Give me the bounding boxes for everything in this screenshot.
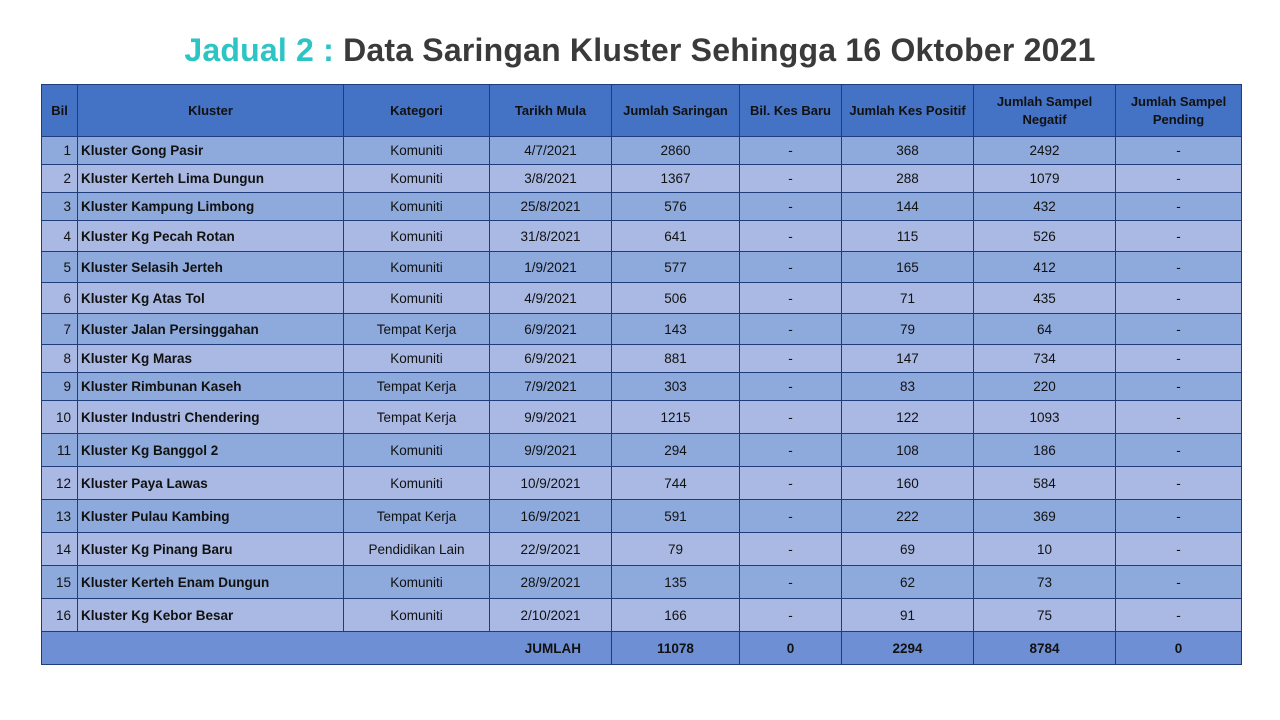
table-row — [42, 599, 1242, 632]
cell-bil-kes-baru: - — [740, 373, 842, 401]
cell-jumlah-sampel-negatif: 584 — [974, 467, 1116, 500]
cell-kategori: Pendidikan Lain — [344, 533, 490, 566]
cell-bil: 1 — [42, 137, 78, 165]
cell-tarikh-mula: 31/8/2021 — [490, 221, 612, 252]
cell-bil-kes-baru: - — [740, 345, 842, 373]
cell-kategori: Komuniti — [344, 221, 490, 252]
cell-jumlah-saringan: 143 — [612, 314, 740, 345]
cell-jumlah-sampel-negatif: 1079 — [974, 165, 1116, 193]
cell-tarikh-mula: 10/9/2021 — [490, 467, 612, 500]
cell-jumlah-sampel-pending: - — [1116, 373, 1242, 401]
cell-jumlah-sampel-negatif: 412 — [974, 252, 1116, 283]
cell-kluster: Kluster Rimbunan Kaseh — [78, 373, 344, 401]
cell-kluster: Kluster Gong Pasir — [78, 137, 344, 165]
cell-bil-kes-baru: - — [740, 221, 842, 252]
cell-bil-kes-baru: - — [740, 401, 842, 434]
header-jumlah-kes-positif: Jumlah Kes Positif — [842, 85, 974, 137]
cell-jumlah-saringan: 576 — [612, 193, 740, 221]
cell-jumlah-sampel-pending: - — [1116, 252, 1242, 283]
cell-jumlah-kes-positif: 69 — [842, 533, 974, 566]
cell-kluster: Kluster Kerteh Lima Dungun — [78, 165, 344, 193]
cell-tarikh-mula: 6/9/2021 — [490, 345, 612, 373]
cell-jumlah-saringan: 881 — [612, 345, 740, 373]
cell-tarikh-mula: 7/9/2021 — [490, 373, 612, 401]
cell-jumlah-kes-positif: 91 — [842, 599, 974, 632]
cell-jumlah-saringan: 303 — [612, 373, 740, 401]
cell-jumlah-sampel-negatif: 369 — [974, 500, 1116, 533]
cell-jumlah-sampel-pending: - — [1116, 221, 1242, 252]
table-row — [42, 533, 1242, 566]
cell-jumlah-sampel-negatif: 64 — [974, 314, 1116, 345]
cell-jumlah-sampel-pending: - — [1116, 137, 1242, 165]
cell-kluster: Kluster Jalan Persinggahan — [78, 314, 344, 345]
header-tarikh-mula: Tarikh Mula — [490, 85, 612, 137]
table-row — [42, 283, 1242, 314]
cell-bil-kes-baru: - — [740, 137, 842, 165]
total-label: JUMLAH — [42, 632, 612, 665]
cell-jumlah-kes-positif: 368 — [842, 137, 974, 165]
table-row — [42, 401, 1242, 434]
header-row — [42, 85, 1242, 137]
header-jumlah-sampel-negatif: Jumlah Sampel Negatif — [974, 85, 1116, 137]
cell-jumlah-saringan: 744 — [612, 467, 740, 500]
cell-bil-kes-baru: - — [740, 252, 842, 283]
cell-jumlah-sampel-pending: - — [1116, 345, 1242, 373]
cell-kluster: Kluster Pulau Kambing — [78, 500, 344, 533]
cell-jumlah-sampel-pending: - — [1116, 467, 1242, 500]
cell-tarikh-mula: 1/9/2021 — [490, 252, 612, 283]
cell-jumlah-sampel-pending: - — [1116, 599, 1242, 632]
cell-jumlah-saringan: 1215 — [612, 401, 740, 434]
cell-tarikh-mula: 6/9/2021 — [490, 314, 612, 345]
cell-tarikh-mula: 4/7/2021 — [490, 137, 612, 165]
cell-jumlah-sampel-pending: - — [1116, 434, 1242, 467]
cell-bil-kes-baru: - — [740, 193, 842, 221]
table-row — [42, 252, 1242, 283]
cell-jumlah-saringan: 294 — [612, 434, 740, 467]
cell-jumlah-kes-positif: 222 — [842, 500, 974, 533]
cell-kategori: Komuniti — [344, 566, 490, 599]
cell-jumlah-kes-positif: 165 — [842, 252, 974, 283]
page-title — [0, 32, 1280, 69]
cell-kluster: Kluster Industri Chendering — [78, 401, 344, 434]
cell-bil-kes-baru: - — [740, 434, 842, 467]
cell-kluster: Kluster Kampung Limbong — [78, 193, 344, 221]
cell-bil-kes-baru: - — [740, 566, 842, 599]
cell-bil-kes-baru: - — [740, 283, 842, 314]
cell-bil: 11 — [42, 434, 78, 467]
cell-bil: 10 — [42, 401, 78, 434]
cell-kluster: Kluster Selasih Jerteh — [78, 252, 344, 283]
cell-kategori: Komuniti — [344, 434, 490, 467]
cell-jumlah-saringan: 2860 — [612, 137, 740, 165]
cell-jumlah-saringan: 577 — [612, 252, 740, 283]
total-sampel-negatif: 8784 — [974, 632, 1116, 665]
cell-jumlah-sampel-negatif: 432 — [974, 193, 1116, 221]
cell-tarikh-mula: 4/9/2021 — [490, 283, 612, 314]
cell-jumlah-saringan: 641 — [612, 221, 740, 252]
cell-jumlah-kes-positif: 108 — [842, 434, 974, 467]
cell-kluster: Kluster Kg Pinang Baru — [78, 533, 344, 566]
cell-jumlah-kes-positif: 147 — [842, 345, 974, 373]
cell-kategori: Tempat Kerja — [344, 314, 490, 345]
header-jumlah-saringan: Jumlah Saringan — [612, 85, 740, 137]
table-row — [42, 314, 1242, 345]
cell-bil-kes-baru: - — [740, 467, 842, 500]
cell-jumlah-kes-positif: 160 — [842, 467, 974, 500]
cell-bil: 12 — [42, 467, 78, 500]
table-row — [42, 500, 1242, 533]
table-row — [42, 165, 1242, 193]
cell-kategori: Komuniti — [344, 467, 490, 500]
cell-bil-kes-baru: - — [740, 533, 842, 566]
cell-jumlah-sampel-negatif: 73 — [974, 566, 1116, 599]
cell-kluster: Kluster Kerteh Enam Dungun — [78, 566, 344, 599]
cell-tarikh-mula: 2/10/2021 — [490, 599, 612, 632]
cell-kategori: Komuniti — [344, 345, 490, 373]
cell-kategori: Tempat Kerja — [344, 401, 490, 434]
table-row — [42, 137, 1242, 165]
cell-jumlah-saringan: 591 — [612, 500, 740, 533]
cell-jumlah-saringan: 1367 — [612, 165, 740, 193]
cell-bil-kes-baru: - — [740, 165, 842, 193]
cell-bil: 4 — [42, 221, 78, 252]
header-jumlah-sampel-pending: Jumlah Sampel Pending — [1116, 85, 1242, 137]
cell-tarikh-mula: 9/9/2021 — [490, 434, 612, 467]
cell-bil: 9 — [42, 373, 78, 401]
cell-kluster: Kluster Kg Atas Tol — [78, 283, 344, 314]
header-bil: Bil — [42, 85, 78, 137]
cell-jumlah-sampel-negatif: 1093 — [974, 401, 1116, 434]
total-jumlah-saringan: 11078 — [612, 632, 740, 665]
table-row — [42, 345, 1242, 373]
cell-bil: 13 — [42, 500, 78, 533]
cell-jumlah-sampel-negatif: 186 — [974, 434, 1116, 467]
cell-bil: 16 — [42, 599, 78, 632]
cell-jumlah-sampel-pending: - — [1116, 193, 1242, 221]
cell-jumlah-sampel-pending: - — [1116, 401, 1242, 434]
cell-tarikh-mula: 3/8/2021 — [490, 165, 612, 193]
cell-kategori: Komuniti — [344, 193, 490, 221]
cell-kategori: Komuniti — [344, 252, 490, 283]
cell-jumlah-kes-positif: 71 — [842, 283, 974, 314]
cell-bil: 5 — [42, 252, 78, 283]
cell-jumlah-sampel-pending: - — [1116, 283, 1242, 314]
cell-tarikh-mula: 25/8/2021 — [490, 193, 612, 221]
total-kes-baru: 0 — [740, 632, 842, 665]
cell-jumlah-kes-positif: 122 — [842, 401, 974, 434]
cell-jumlah-saringan: 135 — [612, 566, 740, 599]
cell-kategori: Komuniti — [344, 137, 490, 165]
cell-bil: 6 — [42, 283, 78, 314]
cell-bil: 15 — [42, 566, 78, 599]
cell-jumlah-kes-positif: 144 — [842, 193, 974, 221]
cell-jumlah-sampel-pending: - — [1116, 165, 1242, 193]
table-row — [42, 221, 1242, 252]
cell-kategori: Tempat Kerja — [344, 500, 490, 533]
total-sampel-pending: 0 — [1116, 632, 1242, 665]
cell-kluster: Kluster Kg Maras — [78, 345, 344, 373]
header-kluster: Kluster — [78, 85, 344, 137]
cell-kluster: Kluster Kg Pecah Rotan — [78, 221, 344, 252]
cell-jumlah-sampel-negatif: 526 — [974, 221, 1116, 252]
cell-bil: 7 — [42, 314, 78, 345]
title-main: Data Saringan Kluster Sehingga 16 Oktober 2021 — [343, 32, 1096, 68]
cell-kluster: Kluster Kg Kebor Besar — [78, 599, 344, 632]
cell-bil-kes-baru: - — [740, 500, 842, 533]
cell-tarikh-mula: 9/9/2021 — [490, 401, 612, 434]
cell-jumlah-saringan: 166 — [612, 599, 740, 632]
cell-bil: 3 — [42, 193, 78, 221]
cell-jumlah-kes-positif: 288 — [842, 165, 974, 193]
cell-jumlah-sampel-negatif: 734 — [974, 345, 1116, 373]
cell-jumlah-kes-positif: 62 — [842, 566, 974, 599]
cell-bil-kes-baru: - — [740, 314, 842, 345]
cell-bil: 8 — [42, 345, 78, 373]
header-kategori: Kategori — [344, 85, 490, 137]
cell-jumlah-kes-positif: 83 — [842, 373, 974, 401]
cell-jumlah-saringan: 506 — [612, 283, 740, 314]
cell-bil: 14 — [42, 533, 78, 566]
cell-jumlah-sampel-negatif: 2492 — [974, 137, 1116, 165]
table-row — [42, 373, 1242, 401]
cell-jumlah-sampel-pending: - — [1116, 314, 1242, 345]
cell-jumlah-kes-positif: 79 — [842, 314, 974, 345]
cell-jumlah-sampel-pending: - — [1116, 500, 1242, 533]
cell-tarikh-mula: 16/9/2021 — [490, 500, 612, 533]
cell-bil: 2 — [42, 165, 78, 193]
cell-jumlah-sampel-negatif: 75 — [974, 599, 1116, 632]
cell-kategori: Tempat Kerja — [344, 373, 490, 401]
cell-jumlah-sampel-pending: - — [1116, 566, 1242, 599]
cell-jumlah-sampel-pending: - — [1116, 533, 1242, 566]
cell-jumlah-sampel-negatif: 10 — [974, 533, 1116, 566]
cluster-table — [41, 84, 1242, 665]
cell-tarikh-mula: 28/9/2021 — [490, 566, 612, 599]
cell-kategori: Komuniti — [344, 165, 490, 193]
cell-kategori: Komuniti — [344, 283, 490, 314]
cell-kategori: Komuniti — [344, 599, 490, 632]
cell-kluster: Kluster Paya Lawas — [78, 467, 344, 500]
header-bil-kes-baru: Bil. Kes Baru — [740, 85, 842, 137]
cell-jumlah-saringan: 79 — [612, 533, 740, 566]
table-row — [42, 566, 1242, 599]
cell-bil-kes-baru: - — [740, 599, 842, 632]
cell-kluster: Kluster Kg Banggol 2 — [78, 434, 344, 467]
table-row — [42, 434, 1242, 467]
cell-jumlah-sampel-negatif: 435 — [974, 283, 1116, 314]
cell-jumlah-sampel-negatif: 220 — [974, 373, 1116, 401]
total-row — [42, 632, 1242, 665]
cell-jumlah-kes-positif: 115 — [842, 221, 974, 252]
title-prefix: Jadual 2 : — [184, 32, 344, 68]
table-row — [42, 193, 1242, 221]
cell-tarikh-mula: 22/9/2021 — [490, 533, 612, 566]
total-kes-positif: 2294 — [842, 632, 974, 665]
table-row — [42, 467, 1242, 500]
